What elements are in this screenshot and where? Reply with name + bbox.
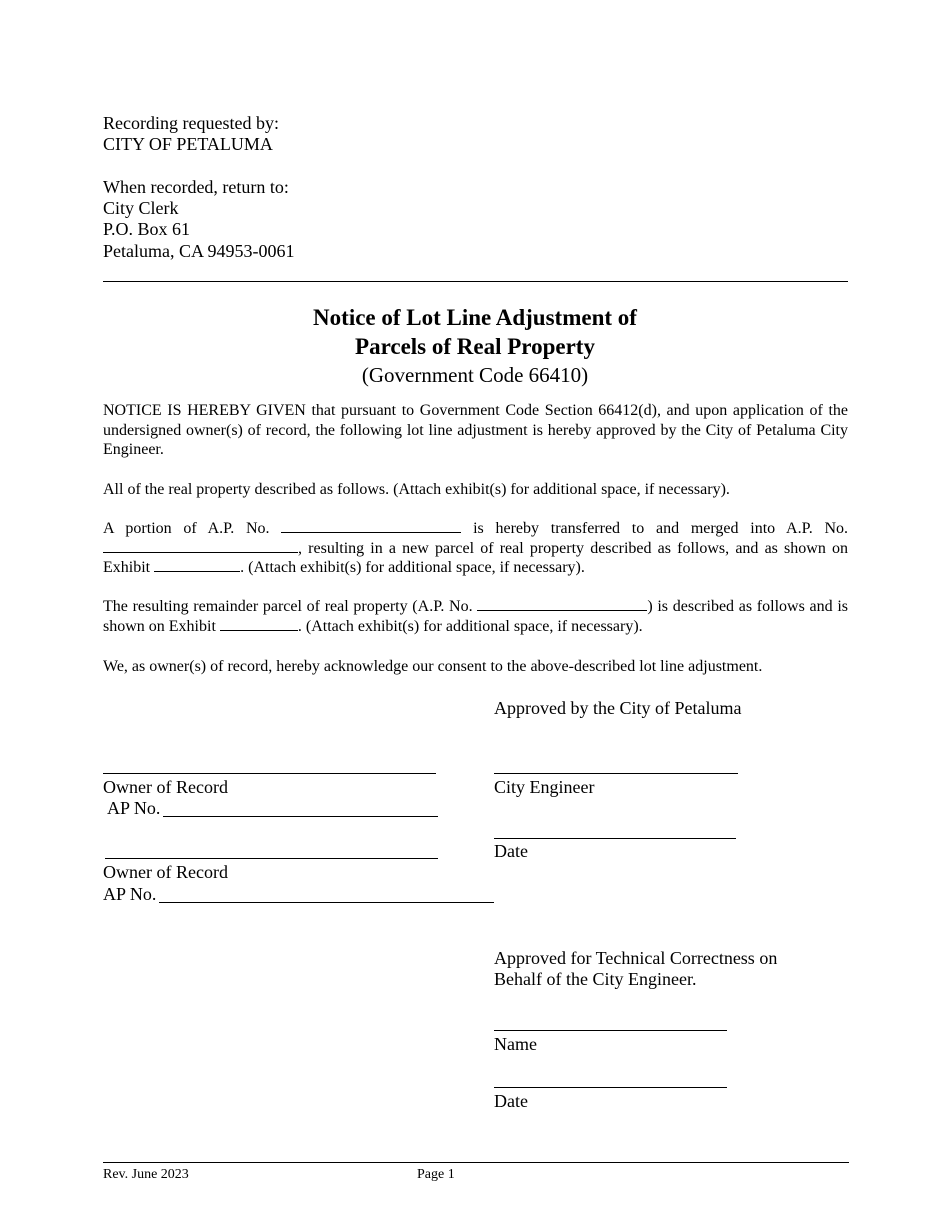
date-2-line[interactable] (494, 1087, 727, 1088)
header-divider (103, 281, 848, 282)
remainder-paragraph (103, 597, 848, 636)
portion-text-b: is hereby transferred to and merged into A.P. No. (473, 520, 849, 537)
portion-ap-no-field[interactable] (281, 519, 461, 533)
government-code: (Government Code 66410) (361, 363, 589, 387)
ap-no-1-line[interactable] (163, 816, 438, 817)
document-title-line2: Parcels of Real Property (355, 334, 595, 359)
recording-requested-label: Recording requested by: (103, 113, 279, 133)
document-title-line1: Notice of Lot Line Adjustment of (313, 305, 637, 330)
portion-text-a: A portion of A.P. No. (103, 520, 270, 537)
date-1-label: Date (494, 841, 528, 861)
owner-of-record-2-label: Owner of Record (103, 862, 228, 882)
name-label: Name (494, 1034, 537, 1054)
portion-text-d: . (Attach exhibit(s) for additional space, if necessary). (240, 559, 585, 577)
remainder-text-c: . (Attach exhibit(s) for additional space, if necessary). (297, 617, 643, 635)
city-engineer-signature-line[interactable] (494, 773, 738, 774)
revision-date: Rev. June 2023 (103, 1167, 189, 1182)
owner-2-signature-line[interactable] (105, 858, 438, 859)
technical-correctness-line2: Behalf of the City Engineer. (494, 969, 697, 989)
approved-by-city-label: Approved by the City of Petaluma (494, 698, 742, 718)
remainder-text-b: ) is described as follows and is shown on Exhibit (103, 598, 849, 635)
ap-no-2-label: AP No. (103, 884, 157, 904)
portion-text-c: , resulting in a new parcel of real property described as follows, and as shown on Exhibit (103, 539, 848, 577)
ap-no-1-label: AP No. (107, 798, 161, 818)
owner-1-signature-line[interactable] (103, 773, 436, 774)
owner-of-record-1-label: Owner of Record (103, 777, 228, 797)
consent-paragraph: We, as owner(s) of record, hereby acknowledge our consent to the above-described lot line adjustment. (103, 658, 763, 675)
remainder-exhibit-field[interactable] (220, 617, 298, 631)
date-1-line[interactable] (494, 838, 736, 839)
ap-no-2-line[interactable] (159, 902, 494, 903)
portion-exhibit-field[interactable] (154, 558, 240, 572)
recording-entity: CITY OF PETALUMA (103, 134, 273, 154)
name-line[interactable] (494, 1030, 727, 1031)
return-city: Petaluma, CA 94953-0061 (103, 241, 295, 261)
return-to-label: When recorded, return to: (103, 177, 289, 197)
return-name: City Clerk (103, 198, 179, 218)
technical-correctness-line1: Approved for Technical Correctness on (494, 948, 778, 968)
all-property-paragraph: All of the real property described as follows. (Attach exhibit(s) for additional space, if necessary). (103, 481, 730, 498)
remainder-ap-no-field[interactable] (477, 597, 647, 611)
date-2-label: Date (494, 1091, 528, 1111)
footer-divider (103, 1162, 849, 1163)
city-engineer-label: City Engineer (494, 777, 595, 797)
remainder-text-a: The resulting remainder parcel of real property (A.P. No. (103, 598, 473, 615)
notice-paragraph: NOTICE IS HEREBY GIVEN that pursuant to Government Code Section 66412(d), and upon application of the undersigned owner(s) of record, the following lot line adjustment is hereby approved by the City of Petaluma City Engineer. (103, 402, 848, 459)
return-box: P.O. Box 61 (103, 219, 191, 239)
merged-ap-no-field[interactable] (103, 539, 298, 553)
portion-paragraph (103, 519, 848, 578)
page-number: Page 1 (417, 1167, 455, 1182)
